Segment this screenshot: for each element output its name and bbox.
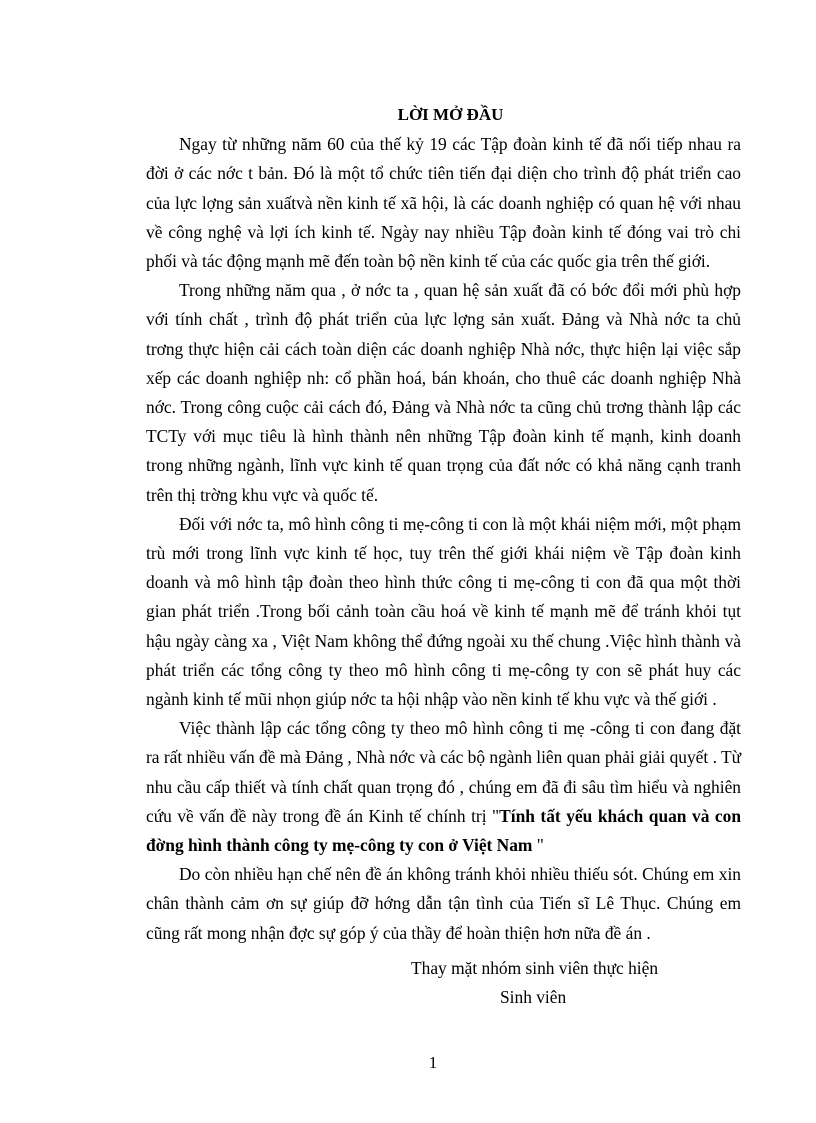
paragraph-4-end: " xyxy=(532,835,544,856)
paragraph-1: Ngay từ những năm 60 của thế kỷ 19 các Tập đoàn kinh tế đã nối tiếp nhau ra đời ở các nớc t bản. Đó là một tổ chức tiên tiến đại diện cho trình độ phát triển cao của lực lợng sản xuấtvà nền kinh tế xã hội, là các doanh nghiệp có quan hệ với nhau về công nghệ và lợi ích kinh tế. Ngày nay nhiều Tập đoàn kinh tế đóng vai trò chi phối và tác động mạnh mẽ đến toàn bộ nền kinh tế của các quốc gia trên thế giới. xyxy=(146,134,741,272)
signature-line-1: Thay mặt nhóm sinh viên thực hiện xyxy=(411,957,659,978)
signature-line-2: Sinh viên xyxy=(500,986,567,1007)
paragraph-4-text: Việc thành lập các tổng công ty theo mô hình công ti mẹ -công ti con đang đặt ra rất nhiều vấn đề mà Đảng , Nhà nớc và các bộ ngành liên quan phải giải quyết . Từ nhu cầu cấp thiết và tính chất quan trọng đó , chúng em đã đi sâu tìm hiểu và nghiên cứu về vấn đề này trong đề án Kinh tế chính trị " xyxy=(146,718,741,826)
paragraph-5: Do còn nhiều hạn chế nên đề án không tránh khỏi nhiều thiếu sót. Chúng em xin chân thành cảm ơn sự giúp đỡ hớng dẫn tận tình của Tiến sĩ Lê Thục. Chúng em cũng rất mong nhận đợc sự góp ý của thầy để hoàn thiện hơn nữa đề án . xyxy=(146,864,741,943)
paragraph-4 xyxy=(146,714,741,860)
page-title: LỜI MỞ ĐẦU xyxy=(397,105,504,124)
paragraph-2: Trong những năm qua , ở nớc ta , quan hệ sản xuất đã có bớc đổi mới phù hợp với tính chất , trình độ phát triển của lực lợng sản xuất. Đảng và Nhà nớc ta chủ trơng thực hiện cải cách toàn diện các doanh nghiệp Nhà nớc, thực hiện lại việc sắp xếp các doanh nghiệp nh: cổ phần hoá, bán khoán, cho thuê các doanh nghiệp Nhà nớc. Trong công cuộc cải cách đó, Đảng và Nhà nớc ta cũng chủ trơng thành lập các TCTy với mục tiêu là hình thành nên những Tập đoàn kinh tế mạnh, kinh doanh trong những ngành, lĩnh vực kinh tế quan trọng của đất nớc có khả năng cạnh tranh trên thị trờng khu vực và quốc tế. xyxy=(146,280,741,505)
project-title-bold: Tính tất yếu khách quan và con đờng hình thành công ty mẹ-công ty con ở Việt Nam xyxy=(146,805,741,856)
page-number: 1 xyxy=(428,1053,438,1072)
signature-block xyxy=(146,954,741,1012)
paragraph-3: Đối với nớc ta, mô hình công ti mẹ-công ti con là một khái niệm mới, một phạm trù mới trong lĩnh vực kinh tế học, tuy trên thế giới khái niệm về Tập đoàn kinh doanh và mô hình tập đoàn theo hình thức công ti mẹ-công ti con đã qua một thời gian phát triển .Trong bối cảnh toàn cầu hoá về kinh tế mạnh mẽ để tránh khỏi tụt hậu ngày càng xa , Việt Nam không thể đứng ngoài xu thế chung .Việc hình thành và phát triển các tổng công ty theo mô hình công ti mẹ-công ty con sẽ phát huy các ngành kinh tế mũi nhọn giúp nớc ta hội nhập vào nền kinh tế khu vực và thế giới . xyxy=(146,513,741,710)
document-page xyxy=(146,100,741,1012)
